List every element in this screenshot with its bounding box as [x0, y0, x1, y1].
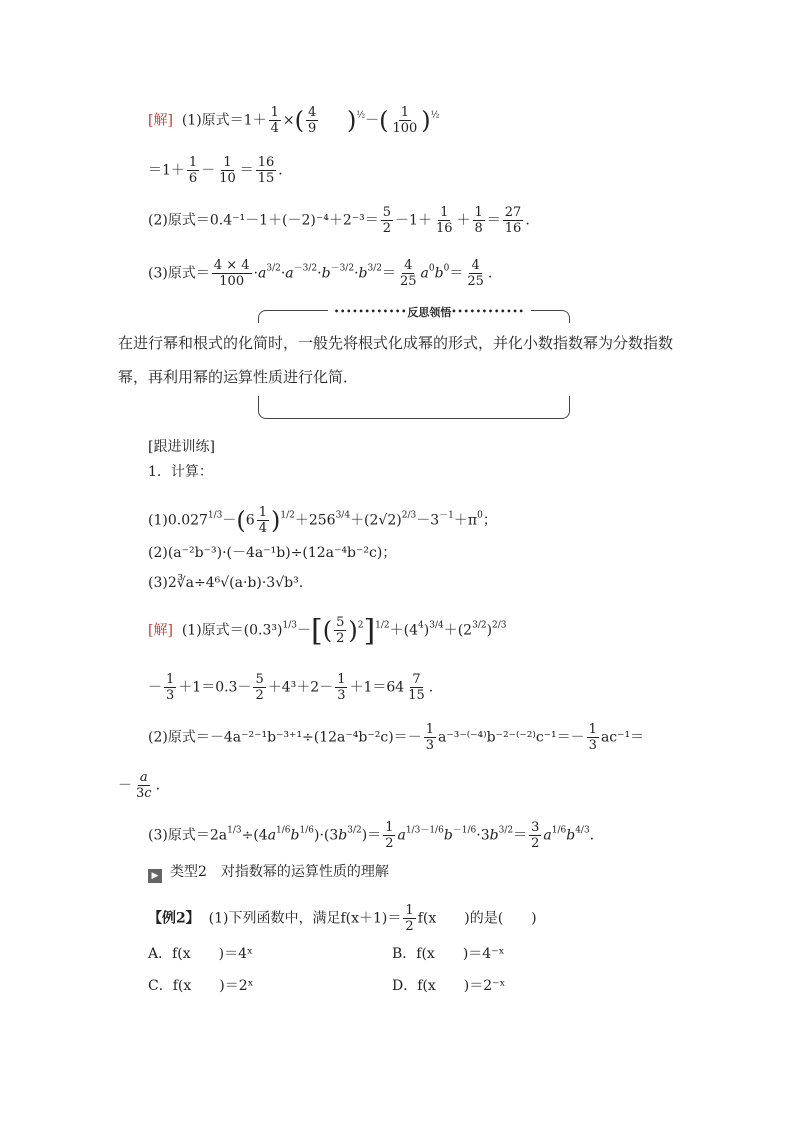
solution2-part3: (3)原式$=2a^{1/3}\div(4a^{1/6}b^{1/6})\cdot(3b^{3/2})=$ $\frac{1}{2}$ $a^{1/3-1/6}b^{-1/6}\cdot 3b^{3/2}=$ $\frac{3}{2}$ $a^{1/6}b^{4/3}$. — [148, 820, 595, 851]
solution-label: [解] — [148, 622, 173, 639]
solution2-part2-cont: － $\frac{a}{3c}$ . — [118, 770, 161, 801]
practice-q1-2: (2)(a⁻²b⁻³)·(－4a⁻¹b)÷(12a⁻⁴b⁻²c)； — [148, 545, 397, 561]
solution2-part2: (2)原式＝－4a⁻²⁻¹b⁻³⁺¹÷(12a⁻⁴b⁻²c)＝－ $\frac{1}{3}$ a⁻³⁻⁽⁻⁴⁾b⁻²⁻⁽⁻²⁾c⁻¹＝－ $\frac{1}{3}$ ac⁻¹＝ — [148, 722, 645, 753]
solution1-line1: [解] (1)原式＝1＋ $\frac{1}{4}$ ×( $\frac{4}{9}$ )$^{\frac{1}{2}}$－( $\frac{1}{100}$ )$^{\frac{1}{2}}$ — [148, 105, 440, 136]
play-icon: ▶ — [148, 869, 162, 883]
option-a: A．f(x )＝4ˣ — [148, 946, 253, 962]
practice-q1-3: (3)2∛a÷4⁶√(a·b)·3√b³. — [148, 575, 304, 591]
example2-question: 【例2】 (1)下列函数中，满足f(x＋1)＝ $\frac{1}{2}$ f(x )的是( ) — [148, 903, 537, 934]
option-c: C．f(x )＝2ˣ — [148, 978, 254, 994]
type2-heading: ▶ 类型2 对指数幂的运算性质的理解 — [148, 862, 389, 883]
fraction: $\frac{1}{4}$ — [270, 105, 279, 136]
solution2-line2: － $\frac{1}{3}$ ＋1＝0.3－ $\frac{5}{2}$ ＋4³＋2－ $\frac{1}{3}$ ＋1＝64 $\frac{7}{15}$ . — [148, 672, 434, 703]
solution-label: [解] — [148, 112, 173, 129]
reflection-text: 在进行幂和根式的化简时，一般先将根式化成幂的形式，并化小数指数幂为分数指数幂，再利用幂的运算性质进行化简． — [118, 334, 674, 386]
example-label: 【例2】 — [148, 910, 200, 927]
solution1-part3: (3)原式＝ $\frac{4 \times 4}{100}$ $\cdot a^{3/2}\cdot a^{-3/2}\cdot b^{-3/2}\cdot b^{3/2}=$ $\frac{4}{25}$ $a^0b^0=$ $\frac{4}{25}$ . — [148, 258, 493, 289]
solution1-part2: (2)原式＝0.4⁻¹－1＋(－2)⁻⁴＋2⁻³＝ $\frac{5}{2}$ －1＋ $\frac{1}{16}$ ＋ $\frac{1}{8}$ ＝ $\frac{27}{16}$ . — [148, 205, 530, 236]
solution1-part1: (1)原式＝1＋ — [181, 112, 267, 129]
option-d: D．f(x )＝2⁻ˣ — [392, 978, 506, 994]
reflection-title: ••••••••••••反思领悟•••••••••••• — [328, 304, 531, 320]
option-b: B．f(x )＝4⁻ˣ — [392, 946, 505, 962]
practice-q1-1: $(1)0.027^{1/3}-(6$ $\frac{1}{4}$ )$^{1/2}+256^{3/4}+(2√2)^{2/3}-3^{-1}+\pi^0$； — [148, 505, 497, 536]
practice-header: [跟进训练] — [148, 439, 215, 455]
solution2-line1: [解] (1)原式$=(0.3^3)^{1/3}-$[( $\frac{5}{2}$ )$^2]^{1/2}+(4^4)^{3/4}+(2^{3/2})^{2/3}$ — [148, 613, 507, 649]
reflection-box-bottom — [258, 396, 570, 419]
solution1-line2: ＝1＋ $\frac{1}{6}$ － $\frac{1}{10}$ ＝ $\frac{16}{15}$ . — [148, 155, 283, 186]
practice-q1: 1．计算： — [148, 464, 213, 480]
